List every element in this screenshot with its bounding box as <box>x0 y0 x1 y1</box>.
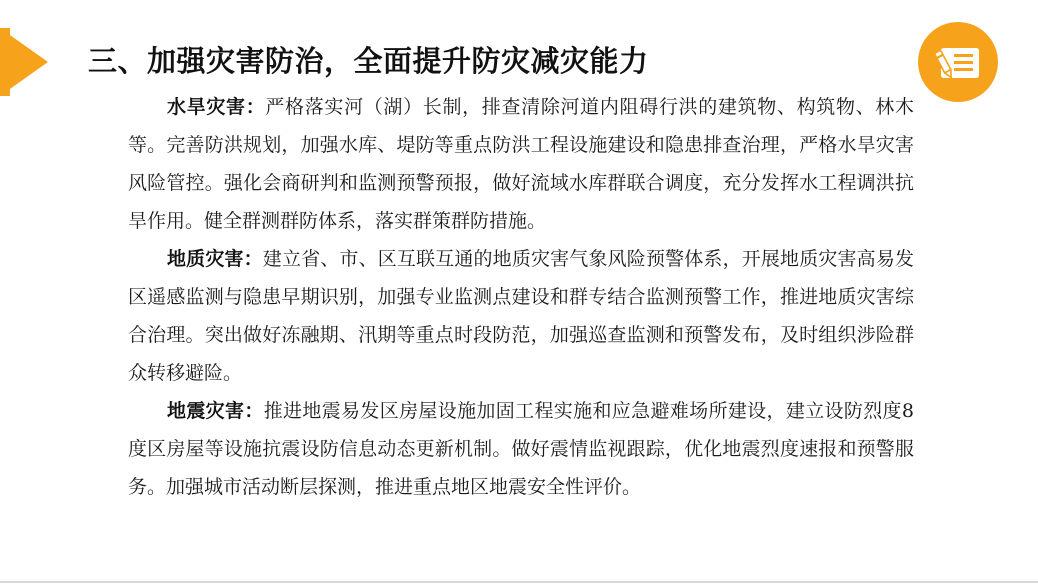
paragraph-flood-drought <box>128 88 914 240</box>
corner-accent-arrow <box>0 28 48 96</box>
paragraph-geological <box>128 240 914 392</box>
paragraph-text: 推进地震易发区房屋设施加固工程实施和应急避难场所建设，建立设防烈度8度区房屋等设施抗震设防信息动态更新机制。做好震情监视跟踪，优化地震烈度速报和预警服务。加强城市活动断层探测，推进重点地区地震安全性评价。 <box>128 400 914 498</box>
paragraph-earthquake <box>128 392 914 506</box>
paragraph-label: 地震灾害： <box>167 400 264 422</box>
slide-title: 三、加强灾害防治，全面提升防灾减灾能力 <box>88 44 649 78</box>
paragraph-label: 水旱灾害： <box>167 96 266 118</box>
document-pen-icon <box>918 22 998 102</box>
paragraph-text: 建立省、市、区互联互通的地质灾害气象风险预警体系，开展地质灾害高易发区遥感监测与隐患早期识别，加强专业监测点建设和群专结合监测预警工作，推进地质灾害综合治理。突出做好冻融期、汛期等重点时段防范，加强巡查监测和预警发布，及时组织涉险群众转移避险。 <box>128 248 914 384</box>
content-body <box>128 88 914 506</box>
bottom-divider <box>0 581 1038 583</box>
paragraph-label: 地质灾害： <box>167 248 263 270</box>
paragraph-text: 严格落实河（湖）长制，排查清除河道内阻碍行洪的建筑物、构筑物、林木等。完善防洪规划，加强水库、堤防等重点防洪工程设施建设和隐患排查治理，严格水旱灾害风险管控。强化会商研判和监测预警预报，做好流域水库群联合调度，充分发挥水工程调洪抗旱作用。健全群测群防体系，落实群策群防措施。 <box>128 96 914 232</box>
